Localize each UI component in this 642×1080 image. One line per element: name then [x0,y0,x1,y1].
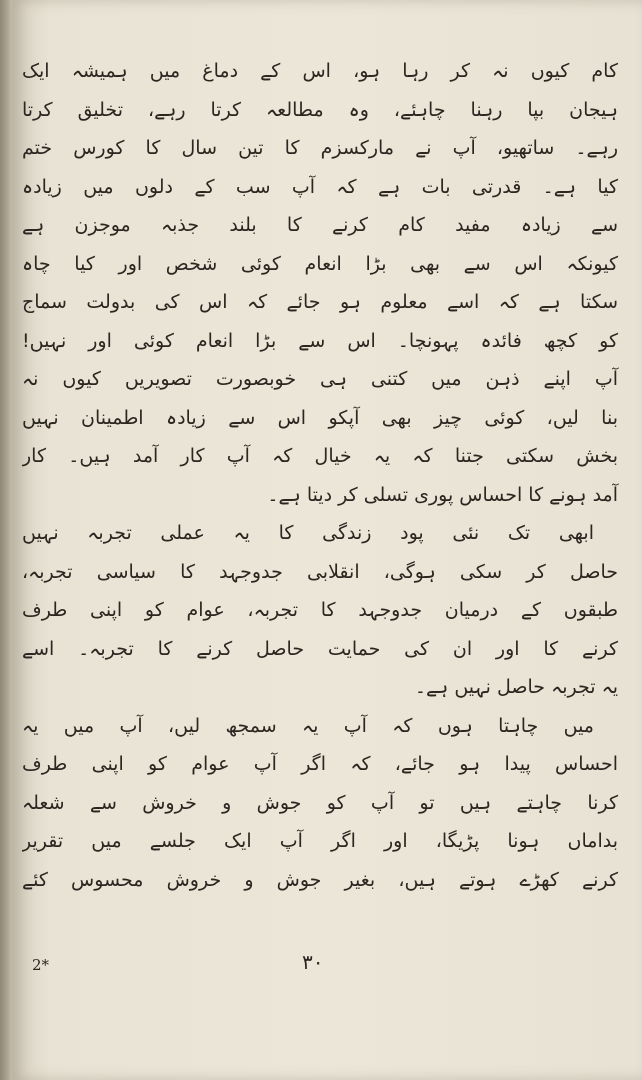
text-line: بداماں ہونا پڑیگا، اور اگر آپ ایک جلسے میں تقریر [22,830,618,852]
book-page [12,0,642,1080]
text-line: میں چاہتا ہوں کہ آپ یہ سمجھ لیں، آپ میں یہ [22,714,594,737]
page-number: ۳۰ [302,950,324,974]
text-line: سے زیادہ مفید کام کرنے کا بلند جذبہ موجزن ہے [22,214,618,236]
text-line: کرنے کا اور ان کی حمایت حاصل کرنے کا تجربہ۔ اسے [22,637,618,660]
text-line: ہیجان بپا رہنا چاہئے، وہ مطالعہ کرتا رہے، تخلیق کرتا [22,98,618,121]
text-line: کرنے کھڑے ہوتے ہیں، بغیر جوش و خروش محسوس کئے [22,868,618,891]
text-line: کیا ہے۔ قدرتی بات ہے کہ آپ سب کے دلوں میں زیادہ [22,175,618,198]
text-line: کو کچھ فائدہ پہونچا۔ اس سے بڑا انعام کوئی اور نہیں! [22,329,618,352]
page-footer [12,950,642,980]
signature-mark: 2* [32,956,50,974]
body-text [22,52,636,899]
text-line: بنا لیں، کوئی چیز بھی آپکو اس سے زیادہ اطمینان نہیں [22,406,618,429]
text-line: کیونکہ اس سے بھی بڑا انعام کوئی شخص اور کیا چاہ [22,252,618,275]
text-line: کرنا چاہتے ہیں تو آپ کو جوش و خروش سے شعلہ [22,791,618,814]
text-line: کام کیوں نہ کر رہا ہو، اس کے دماغ میں ہمیشہ ایک [22,60,618,82]
text-line: ابھی تک نئی پود زندگی کا یہ عملی تجربہ نہیں [22,522,594,544]
text-line: بخش سکتی جتنا کہ یہ خیال کہ آپ کار آمد ہیں۔ کار [22,445,618,467]
text-line: حاصل کر سکی ہوگی، انقلابی جدوجہد کا سیاسی تجربہ، [22,560,618,583]
text-line: رہے۔ ساتھیو، آپ نے مارکسزم کا تین سال کا کورس ختم [22,137,618,159]
text-line: احساس پیدا ہو جائے، کہ اگر آپ عوام کو اپنی طرف [22,753,618,775]
text-line: سکتا ہے کہ اسے معلوم ہو جائے کہ اس کی بدولت سماج [22,291,618,313]
text-line: آپ اپنے ذہن میں کتنی ہی خوبصورت تصویریں کیوں نہ [22,368,618,390]
text-line: آمد ہونے کا احساس پوری تسلی کر دیتا ہے۔ [267,483,618,506]
text-line: طبقوں کے درمیان جدوجہد کا تجربہ، عوام کو اپنی طرف [22,599,618,621]
text-line: یہ تجربہ حاصل نہیں ہے۔ [414,676,618,698]
